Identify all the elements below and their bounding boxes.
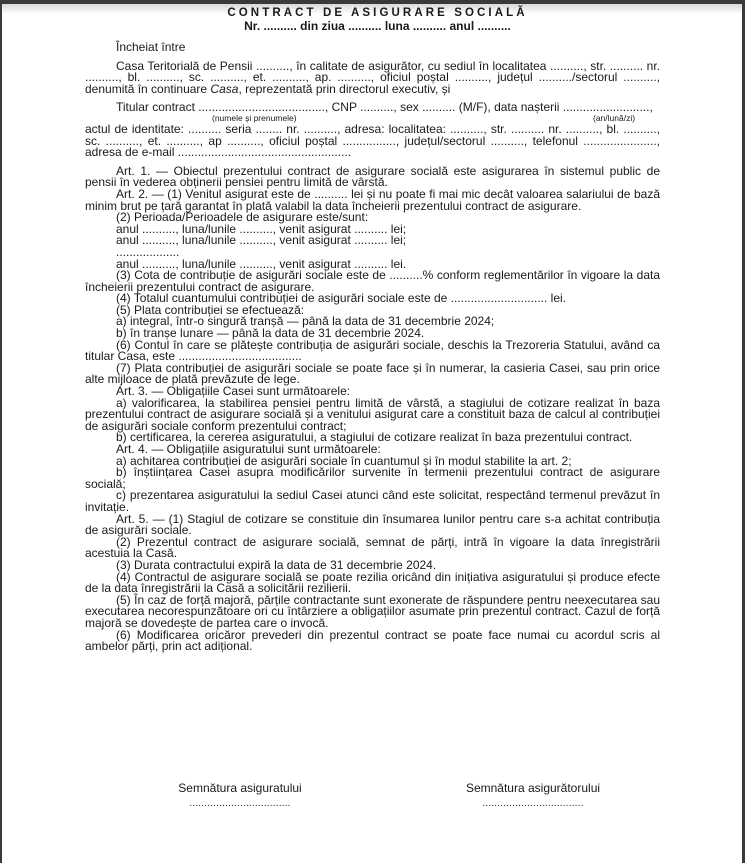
article-paragraph: (2) Perioada/Perioadele de asigurare este/sunt: [116, 210, 369, 225]
casa-paragraph: Casa Teritorială de Pensii .........., în calitate de asigurător, cu sediul în localitatea .........., str. .......... nr. .........., bl. .........., sc. .........., et. .........., ap. .........., oficiul poștal .........., județul ........../sectorul .........., denumită în continuare Casa, reprezentată prin directorul executiv, și [85, 58, 660, 96]
article-paragraph: b) certificarea, la cererea asiguratului, a stagiului de cotizare realizat în baza prezentului contract. [116, 430, 633, 445]
insured-signature-label: Semnătura asiguratului [178, 781, 302, 795]
contract-page [85, 7, 660, 653]
note-birthdate: (an/lună/zi) [593, 112, 636, 123]
article-paragraph: b) înștiințarea Casei asupra modificărilor survenite în termenii prezentului contract de asigurare socială; [85, 465, 660, 491]
insurer-signature [433, 780, 633, 812]
intro-line: Încheiat între [116, 40, 186, 54]
article-paragraph: (2) Prezentul contract de asigurare socială, semnat de părți, intră în vigoare la data înregistrării acestuia la Casă. [85, 534, 660, 561]
article-paragraph: (7) Plata contribuției de asigurări sociale se poate face și în numerar, la casieria Casei, sau prin orice alte mijloace de plată prevăzute de lege. [85, 360, 660, 387]
document-title: CONTRACT DE ASIGURARE SOCIALĂ [227, 7, 528, 19]
insurer-signature-line: .................................. [482, 798, 584, 809]
article-paragraph: (4) Totalul cuantumului contribuției de asigurări sociale este de ............................. lei. [116, 291, 566, 306]
article-paragraph: Art. 1. — Obiectul prezentului contract de asigurare socială este asigurarea în sistemul public de pensii în vederea obținerii pensiei pentru limită de vârstă. [85, 163, 660, 190]
article-paragraph: c) prezentarea asiguratului la sediul Casei atunci când este solicitat, respectând termenul prevăzut în invitație. [85, 488, 660, 514]
article-paragraph: (6) Modificarea oricăror prevederi din prezentul contract se poate face numai cu acordul scris al ambelor părți, prin act adițional. [85, 627, 660, 654]
document-number-line: Nr. .......... din ziua .......... luna .......... anul .......... [244, 19, 511, 33]
insured-signature [140, 780, 340, 812]
article-paragraph: (6) Contul în care se plătește contribuția de asigurări sociale, deschis la Trezoreria Statului, având ca titular Casa, este ..................................... [85, 337, 660, 364]
field-notes [85, 114, 660, 124]
article-paragraph: (5) Plata contribuției se efectuează: [116, 302, 305, 317]
article-paragraph: (3) Durata contractului expiră la data de 31 decembrie 2024. [116, 557, 437, 572]
article-paragraph: (4) Contractul de asigurare socială se poate rezilia oricând din inițiativa asiguratului și produce efecte de la data înregistrării la Casă a solicitării rezilierii. [85, 569, 660, 596]
articles-body [85, 163, 660, 654]
article-paragraph: Art. 5. — (1) Stagiul de cotizare se constituie din însumarea lunilor pentru care s-a achitat contribuția de asigurări sociale. [85, 511, 660, 538]
article-paragraph: anul .........., luna/lunile .........., venit asigurat .......... lei. [116, 256, 407, 271]
article-paragraph: ................... [116, 244, 180, 259]
titular-line: Titular contract ......................................, CNP .........., sex .......... (M/F), data nașterii .........................., [116, 100, 653, 115]
article-paragraph: a) integral, într-o singură tranșă — până la data de 31 decembrie 2024; [116, 314, 495, 329]
article-paragraph: Art. 4. — Obligațiile asiguratului sunt următoarele: [116, 442, 381, 456]
article-paragraph: anul .........., luna/lunile .........., venit asigurat .......... lei; [116, 221, 407, 236]
note-name: (numele și prenumele) [212, 112, 297, 123]
article-paragraph: (3) Cota de contribuție de asigurări sociale este de ..........% conform reglementărilor în vigoare la data încheierii prezentului contract de asigurare. [85, 268, 660, 294]
casa-term: Casa [210, 81, 239, 96]
article-paragraph: (5) În caz de forță majoră, părțile contractante sunt exonerate de răspundere pentru neexecutarea sau executarea necorespunzătoare ori cu întârziere a obligațiilor asumate prin prezentul contract. Cazul de forță majoră se dovedește de partea care o invocă. [85, 592, 660, 630]
article-paragraph: Art. 3. — Obligațiile Casei sunt următoarele: [116, 384, 351, 399]
article-paragraph: a) valorificarea, la stabilirea pensiei pentru limită de vârstă, a stagiului de cotizare realizat în baza prezentului contract de asigurare socială și a venitului asigurat care a constituit baza de calcul al contribuției de asigurări sociale conform prezentului contract; [85, 395, 660, 433]
insurer-signature-label: Semnătura asigurătorului [465, 781, 601, 795]
window-left-border [0, 0, 2, 863]
article-paragraph: anul .........., luna/lunile .........., venit asigurat .......... lei; [116, 233, 407, 248]
article-paragraph: b) în tranșe lunare — până la data de 31 decembrie 2024. [116, 326, 425, 341]
insured-signature-line: .................................. [189, 798, 291, 809]
article-paragraph: a) achitarea contribuției de asigurări sociale în cuantumul și în modul stabilite la art. 2; [116, 453, 572, 468]
article-paragraph: Art. 2. — (1) Venitul asigurat este de .......... lei și nu poate fi mai mic decât valoarea salariului de bază minim brut pe țară garantat în plată valabil la data încheierii prezentului contract de asigurare. [85, 186, 660, 213]
titular-details: actul de identitate: .......... seria ........ nr. .........., adresa: localitatea: .........., str. .......... nr. .........., bl. .........., sc. .........., et. .........., ap .........., oficiul poștal ................, județul/sectorul .........., telefonul ......................, adresa de e-mail .................................................... [85, 121, 660, 160]
